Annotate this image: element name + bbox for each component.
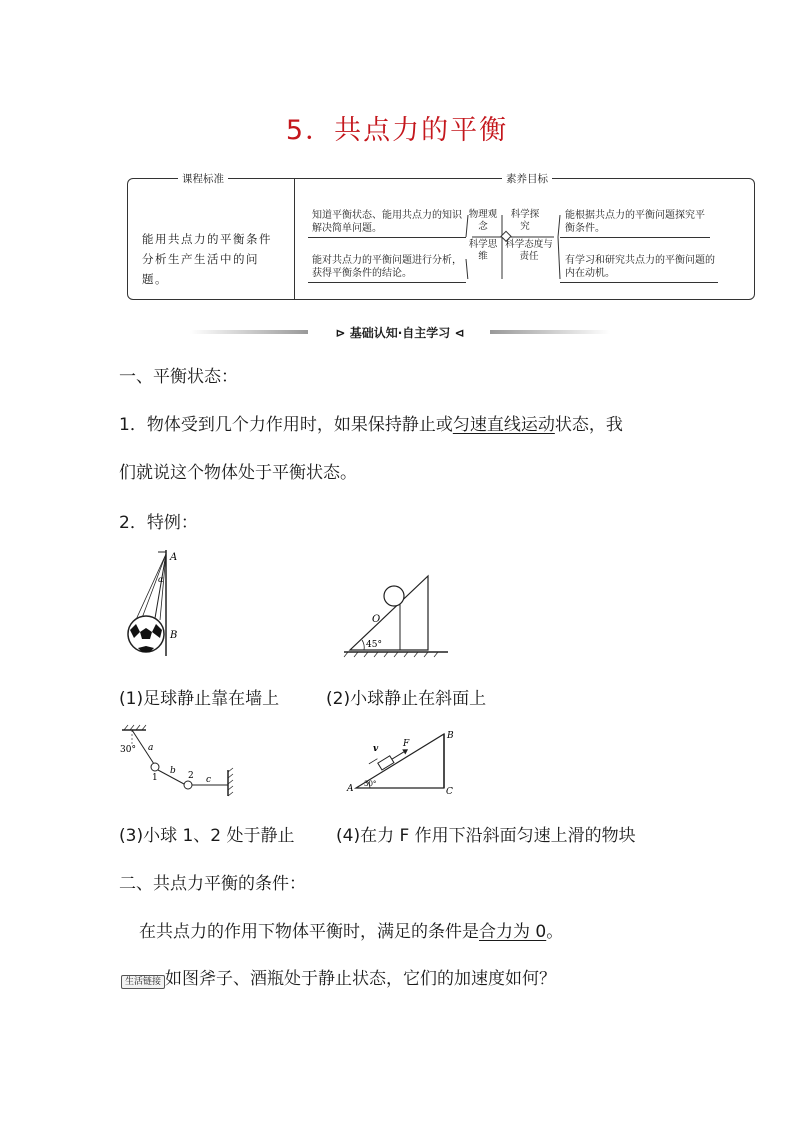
standards-box	[127, 173, 755, 300]
standards-divider	[294, 179, 295, 299]
page-title: 5．共点力的平衡	[285, 115, 509, 146]
center-label-attitude: 科学态度与责任	[505, 239, 553, 262]
f2-label-O: O	[372, 614, 381, 625]
f3-label-a: a	[148, 743, 154, 753]
literacy-goal-header: 素养目标	[502, 171, 552, 186]
life-link-tag: 生活链接	[121, 975, 165, 989]
banner-arrow-right-icon: ⊲	[454, 326, 465, 340]
p1-answer-uniform-motion: 匀速直线运动	[452, 415, 555, 435]
f4-label-B: B	[447, 731, 454, 741]
paragraph-1	[119, 410, 623, 435]
heading-equilibrium-condition: 二、共点力平衡的条件：	[119, 874, 306, 894]
condition-paragraph	[139, 917, 563, 942]
paragraph-1-line2: 们就说这个物体处于平衡状态。	[119, 463, 357, 483]
condition-answer-net-force-zero: 合力为 0	[479, 922, 547, 942]
goal-connectors	[458, 209, 568, 279]
f3-label-angle: 30°	[120, 745, 136, 755]
section-banner	[190, 324, 610, 340]
goal-box-3-underline	[560, 237, 710, 238]
figure-football-wall	[120, 548, 200, 658]
condition-period: 。	[546, 922, 564, 942]
goal-box-2-underline	[308, 282, 466, 283]
p1-text-a: 1．物体受到几个力作用时，如果保持静止或	[119, 415, 453, 435]
center-label-thinking: 科学思维	[468, 239, 498, 262]
f1-label-alpha: α	[158, 575, 164, 584]
condition-text: 在共点力的作用下物体平衡时，满足的条件是	[139, 922, 479, 942]
goal-box-1: 知道平衡状态、能用共点力的知识解决简单问题。	[312, 210, 462, 234]
goal-box-3: 能根据共点力的平衡问题探究平衡条件。	[565, 210, 705, 234]
caption-4: (4)在力 F 作用下沿斜面匀速上滑的物块	[336, 826, 636, 846]
center-label-physics: 物理观念	[468, 209, 498, 232]
f3-label-1: 1	[152, 773, 158, 783]
figure-ball-incline	[340, 572, 450, 662]
goal-box-2: 能对共点力的平衡问题进行分析，获得平衡条件的结论。	[312, 255, 462, 279]
center-label-inquiry: 科学探究	[510, 209, 540, 232]
life-link-question	[121, 964, 556, 989]
paragraph-2: 2．特例：	[119, 513, 198, 533]
f4-label-v: v	[373, 744, 379, 754]
f4-label-angle: 30°	[364, 780, 377, 788]
heading-equilibrium-state: 一、平衡状态：	[119, 367, 238, 387]
f4-label-A: A	[347, 784, 354, 794]
caption-1: (1)足球静止靠在墙上	[119, 689, 280, 709]
f4-label-C: C	[446, 787, 453, 797]
f1-label-B: B	[170, 630, 178, 641]
goal-box-1-underline	[308, 237, 466, 238]
banner-label: 基础认知·自主学习	[349, 326, 451, 340]
f4-label-F: F	[403, 739, 410, 749]
figure-balls-strings	[118, 724, 243, 799]
course-standard-text: 能用共点力的平衡条件分析生产生活中的问题。	[142, 232, 272, 286]
f2-label-angle: 45°	[366, 640, 382, 650]
figure-block-incline	[344, 728, 464, 798]
f3-label-b: b	[170, 766, 176, 776]
f3-label-c: c	[206, 775, 212, 785]
life-link-text: 如图斧子、酒瓶处于静止状态，它们的加速度如何？	[165, 969, 557, 989]
f1-label-A: A	[170, 552, 178, 563]
goal-box-4-underline	[560, 282, 718, 283]
f3-label-2: 2	[188, 771, 194, 781]
caption-3: (3)小球 1、2 处于静止	[119, 826, 295, 846]
p1-text-b: 状态，我	[554, 415, 623, 435]
banner-arrow-left-icon: ⊳	[335, 326, 346, 340]
goal-box-4: 有学习和研究共点力的平衡问题的内在动机。	[565, 255, 715, 279]
section-banner-text	[310, 324, 490, 341]
caption-2: (2)小球静止在斜面上	[326, 689, 487, 709]
course-standard-header: 课程标准	[178, 171, 228, 186]
